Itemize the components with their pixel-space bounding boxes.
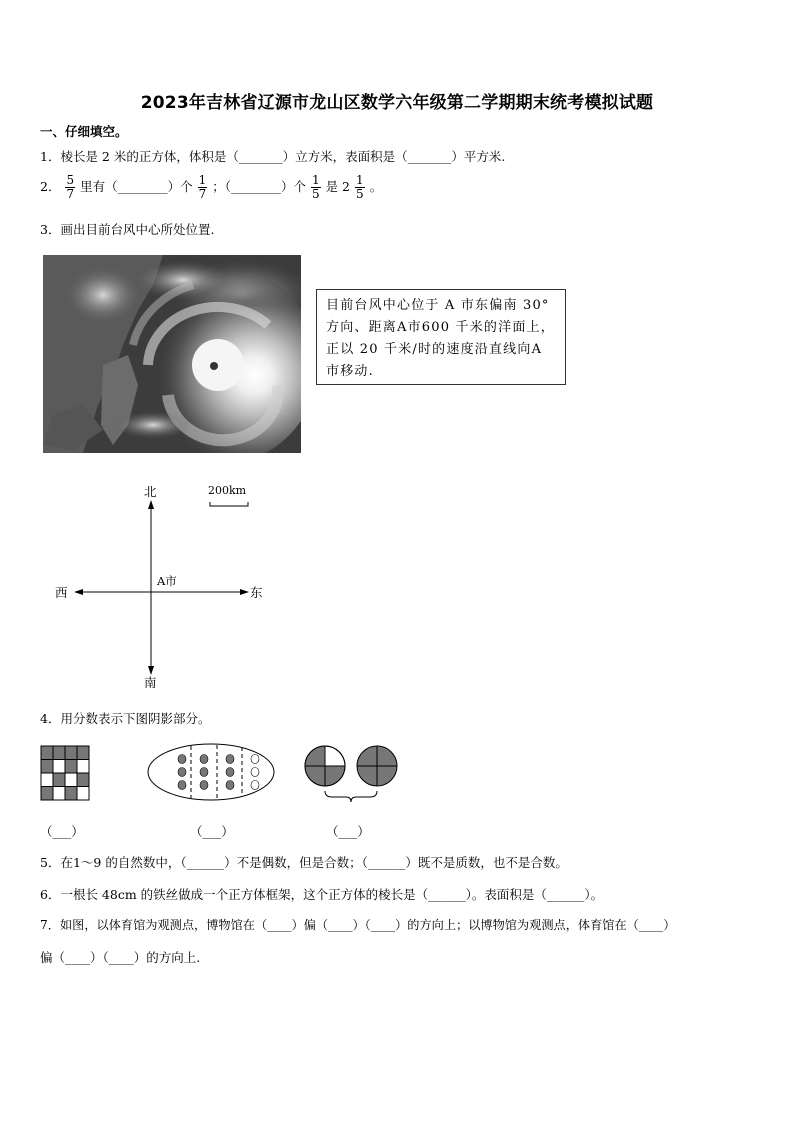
fraction-denominator: 7 [66, 187, 75, 201]
question-7-line-2: 偏（____）（____）的方向上. [40, 950, 201, 965]
question-7-line-1: 7．如图，以体育馆为观测点，博物馆在（____）偏（____）（____）的方向上；以博物馆为观测点，体育馆在（____） [40, 918, 676, 932]
compass-east-label: 东 [250, 585, 263, 600]
brace-icon [325, 791, 377, 802]
fraction-numerator: 1 [198, 173, 207, 187]
compass-north-label: 北 [144, 484, 157, 499]
question-2-text-3: 是 2 [325, 179, 350, 194]
scale-bar [210, 502, 248, 506]
ellipse-dots-figure [146, 742, 276, 802]
fraction-numerator: 5 [66, 173, 75, 187]
fraction-denominator: 5 [355, 187, 364, 201]
figure-3-answer-blank: （___） [326, 824, 370, 839]
question-2-text-2: ；（________）个 [212, 179, 306, 194]
compass-west-label: 西 [55, 585, 68, 600]
fraction-5-7 [65, 174, 75, 201]
west-arrow-icon [74, 589, 83, 595]
fraction-1-5 [311, 174, 321, 201]
question-2-number: 2． [40, 179, 61, 194]
two-circles-figure [302, 743, 402, 805]
fraction-1-7 [198, 174, 208, 201]
scale-label: 200km [208, 484, 247, 497]
compass-south-label: 南 [144, 675, 157, 690]
question-2 [40, 174, 382, 201]
fraction-mixed-1-5 [355, 174, 365, 201]
fraction-denominator: 5 [311, 187, 320, 201]
section-heading: 一、仔细填空。 [40, 124, 128, 139]
fraction-numerator: 1 [355, 173, 364, 187]
typhoon-info-box: 目前台风中心位于 A 市东偏南 30° 方向、距离A市600 千米的洋面上，正以 20 千米/时的速度沿直线向A市移动. [316, 289, 566, 385]
north-arrow-icon [148, 500, 154, 509]
page-title: 2023年吉林省辽源市龙山区数学六年级第二学期期末统考模拟试题 [140, 93, 654, 113]
figure-1-answer-blank: （___） [40, 824, 84, 839]
figure-2-answer-blank: （___） [190, 824, 234, 839]
typhoon-satellite-image [43, 255, 301, 453]
question-3: 3．画出目前台风中心所处位置. [40, 222, 215, 237]
fraction-denominator: 7 [198, 187, 207, 201]
checker-grid-figure [40, 745, 90, 801]
question-6: 6．一根长 48cm 的铁丝做成一个正方体框架，这个正方体的棱长是（______）。表面积是（______）。 [40, 887, 604, 902]
east-arrow-icon [240, 589, 249, 595]
question-2-text-1: 里有（________）个 [80, 179, 193, 194]
question-4: 4．用分数表示下图阴影部分。 [40, 711, 211, 726]
fraction-numerator: 1 [311, 173, 320, 187]
city-a-label: A市 [157, 574, 177, 588]
question-5: 5．在1～9 的自然数中，（______）不是偶数，但是合数；（______）既不是质数，也不是合数。 [40, 855, 568, 870]
question-1: 1．棱长是 2 米的正方体，体积是（_______）立方米，表面积是（_______）平方米. [40, 149, 506, 164]
question-2-text-4: 。 [369, 179, 383, 194]
